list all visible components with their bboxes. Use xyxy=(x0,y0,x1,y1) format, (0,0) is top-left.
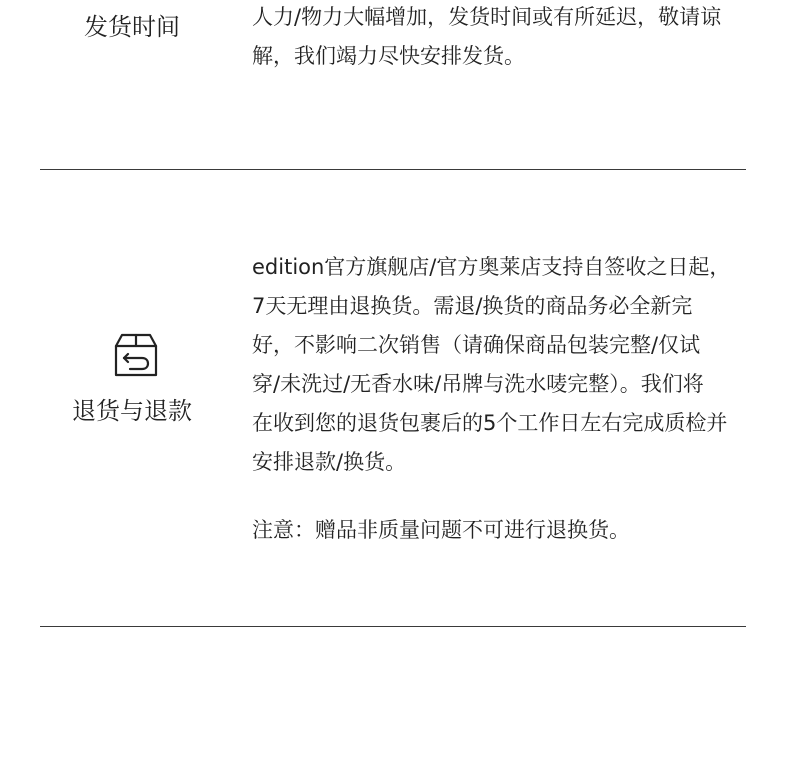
shipping-text-line: 人力/物力大幅增加，发货时间或有所延迟，敬请谅 xyxy=(252,5,722,29)
returns-text-line: 在收到您的退货包裹后的5个工作日左右完成质检并 xyxy=(252,411,728,435)
gift-note-line: 注意：赠品非质量问题不可进行退换货。 xyxy=(252,518,630,542)
shipping-text-line: 解，我们竭力尽快安排发货。 xyxy=(252,44,525,68)
shipping-time-text xyxy=(252,0,742,76)
returns-text-line: 穿/未洗过/无香水味/吊牌与洗水唛完整）。我们将 xyxy=(252,372,704,396)
returns-text-line: 安排退款/换货。 xyxy=(252,450,407,474)
box-return-icon xyxy=(112,332,160,378)
shipping-time-title: 发货时间 xyxy=(84,13,180,41)
section-divider xyxy=(40,626,746,627)
returns-text-line: edition官方旗舰店/官方奥莱店支持自签收之日起， xyxy=(252,255,731,279)
returns-text-line: 好，不影响二次销售（请确保商品包装完整/仅试 xyxy=(252,333,701,357)
returns-text-line: 7天无理由退换货。需退/换货的商品务必全新完 xyxy=(252,294,693,318)
section-divider xyxy=(40,169,746,170)
returns-refunds-title: 退货与退款 xyxy=(72,397,192,425)
returns-gift-note xyxy=(252,511,742,550)
returns-policy-text xyxy=(252,248,742,482)
